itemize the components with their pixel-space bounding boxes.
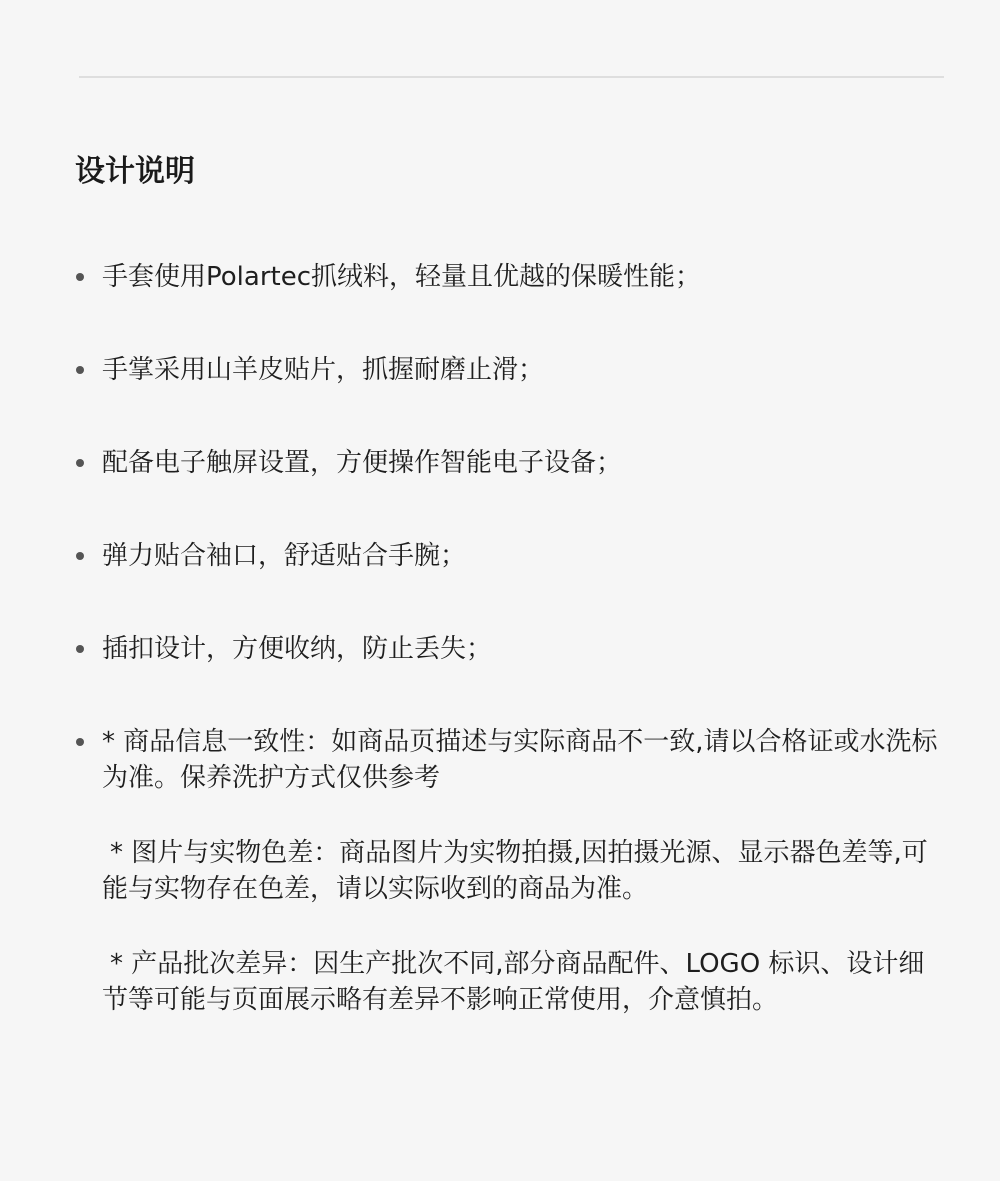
list-item xyxy=(76,445,946,481)
notice-block xyxy=(102,724,946,1018)
feature-text: 插扣设计，方便收纳，防止丢失； xyxy=(102,634,493,664)
list-item xyxy=(76,259,946,295)
bullet-dot-icon xyxy=(76,738,84,746)
feature-text: 配备电子触屏设置，方便操作智能电子设备； xyxy=(102,448,623,478)
feature-text: 手掌采用山羊皮贴片，抓握耐磨止滑； xyxy=(102,355,545,385)
bullet-dot-icon xyxy=(76,366,84,374)
bullet-dot-icon xyxy=(76,552,84,560)
bullet-dot-icon xyxy=(76,273,84,281)
list-item xyxy=(76,724,946,1018)
list-item xyxy=(76,538,946,574)
top-divider xyxy=(79,76,944,78)
notice-color-difference: * 图片与实物色差：商品图片为实物拍摄,因拍摄光源、显示器色差等,可能与实物存在色差，请以实际收到的商品为准。 xyxy=(102,838,928,904)
bullet-dot-icon xyxy=(76,459,84,467)
feature-text: 手套使用Polartec抓绒料，轻量且优越的保暖性能； xyxy=(102,262,701,292)
list-item xyxy=(76,352,946,388)
notice-consistency: * 商品信息一致性：如商品页描述与实际商品不一致,请以合格证或水洗标为准。保养洗护方式仅供参考 xyxy=(102,727,938,793)
list-item xyxy=(76,631,946,667)
notice-batch-difference: * 产品批次差异：因生产批次不同,部分商品配件、LOGO 标识、设计细节等可能与页面展示略有差异不影响正常使用，介意慎拍。 xyxy=(102,949,925,1015)
bullet-dot-icon xyxy=(76,645,84,653)
feature-text: 弹力贴合袖口，舒适贴合手腕； xyxy=(102,541,467,571)
section-title: 设计说明 xyxy=(75,154,195,189)
